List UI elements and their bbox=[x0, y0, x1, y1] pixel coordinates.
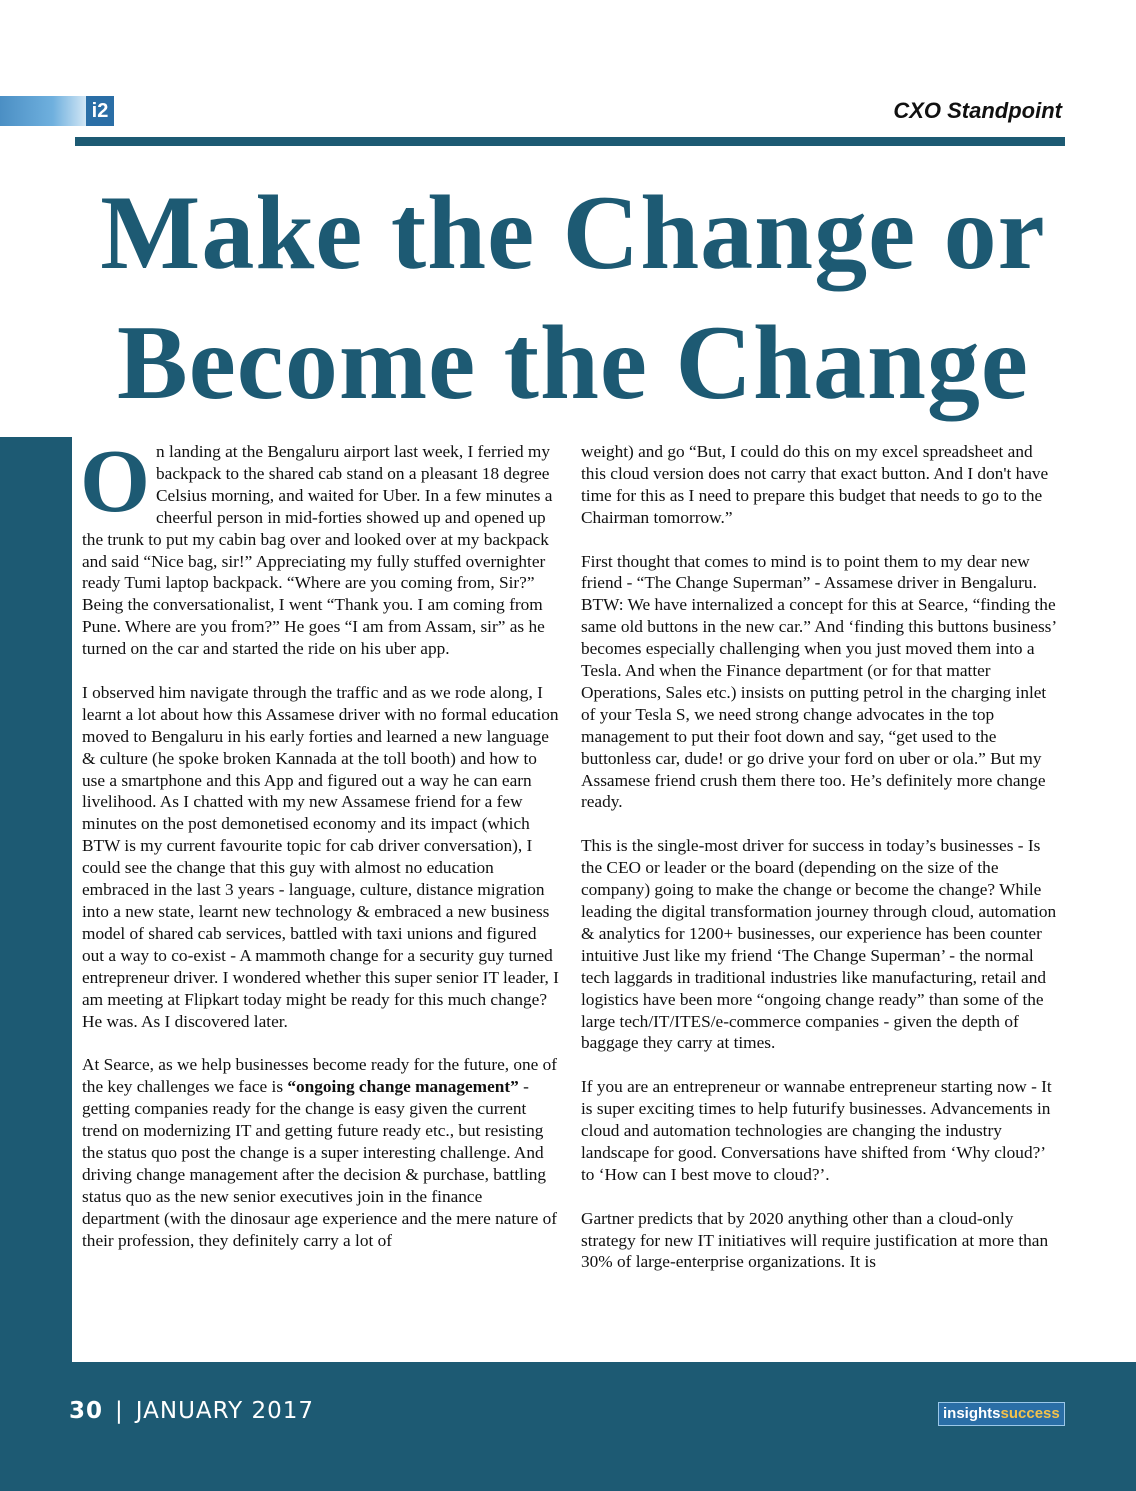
article-headline bbox=[40, 168, 1106, 428]
section-label: CXO Standpoint bbox=[893, 98, 1062, 123]
left-accent-band bbox=[0, 437, 72, 1367]
page-number: 30 bbox=[69, 1398, 104, 1424]
emphasis-text: “ongoing change management” bbox=[287, 1077, 519, 1097]
article-paragraph: weight) and go “But, I could do this on my excel spreadsheet and this cloud version does not carry that exact button. And I don't have time for this as I need to prepare this budget that needs to go to the Chairman tomorrow.” bbox=[581, 442, 1049, 527]
brand-logo: insightssuccess bbox=[938, 1402, 1065, 1426]
header-gradient-bar bbox=[0, 96, 88, 126]
header-rule bbox=[75, 137, 1065, 146]
drop-cap: O bbox=[80, 432, 151, 531]
article-paragraph: Gartner predicts that by 2020 anything other than a cloud-only strategy for new IT initiatives will require justification at more than 30% of large-enterprise organizations. It is bbox=[581, 1208, 1049, 1272]
article-paragraph: On landing at the Bengaluru airport last week, I ferried my backpack to the shared cab stand on a pleasant 18 degree Celsius morning, and waited for Uber. In a few minutes a cheerful person in mid-forties showed up and opened up the trunk to put my cabin bag over and looked over at my backpack and said “Nice bag, sir!” Appreciating my fully stuffed overnighter ready Tumi laptop backpack. “Where are you coming from, Sir?” Being the conversationalist, I went “Thank you. I am coming from Pune. Where are you from?” He goes “I am from Assam, sir” as he turned on the car and started the ride on his uber app. bbox=[80, 432, 553, 659]
footer-separator: | bbox=[115, 1398, 124, 1424]
issue-date: JANUARY 2017 bbox=[135, 1398, 315, 1424]
article-column-left bbox=[80, 432, 562, 1252]
article-paragraph: First thought that comes to mind is to point them to my dear new friend - “The Change Superman” - Assamese driver in Bengaluru. BTW: We have internalized a concept for this at Searce, “finding the same old buttons in the new car.” And ‘finding this buttons business’ becomes especially challenging when you just moved them into a Tesla. And when the Finance department (or for that matter Operations, Sales etc.) insists on putting petrol in the charging inlet of your Tesla S, we need strong change advocates in the top management to put their foot down and say, “get used to the buttonless car, dude! or go drive your ford on uber or ola.” But my Assamese friend crush them there too. He’s definitely more change ready. bbox=[581, 551, 1056, 812]
page-footer bbox=[69, 1398, 314, 1424]
article-column-right bbox=[581, 441, 1059, 1273]
article-paragraph: At Searce, as we help businesses become ready for the future, one of the key challenges we face is “ongoing change management” - getting companies ready for the change is easy given the current trend on modernizing IT and getting future ready etc., but resisting the status quo post the change is a super interesting challenge. And driving change management after the decision & purchase, battling status quo as the new senior executives join in the finance department (with the dinosaur age experience and the mere nature of their profession, they definitely carry a lot of bbox=[82, 1055, 558, 1250]
magazine-logo-icon: i2 bbox=[86, 96, 114, 126]
headline-line-1: Make the Change or bbox=[100, 174, 1046, 291]
article-paragraph: If you are an entrepreneur or wannabe entrepreneur starting now - It is super exciting times to help futurify businesses. Advancements in cloud and automation technologies are changing the industry landscape for good. Conversations have shifted from ‘Why cloud?’ to ‘How can I best move to cloud?’. bbox=[581, 1077, 1052, 1184]
article-paragraph: This is the single-most driver for success in today’s businesses - Is the CEO or leader or the board (depending on the size of the company) going to make the change or become the change? While leading the digital transformation journey through cloud, automation & analytics for 1200+ businesses, our experience has been counter intuitive Just like my friend ‘The Change Superman’ - the normal tech laggards in traditional industries like manufacturing, retail and logistics have been more “ongoing change ready” than some of the large tech/IT/ITES/e-commerce companies - given the depth of baggage they carry at times. bbox=[581, 836, 1057, 1053]
article-paragraph: I observed him navigate through the traffic and as we rode along, I learnt a lot about how this Assamese driver with no formal education moved to Bengaluru in his early forties and learned a new language & culture (he spoke broken Kannada at the toll booth) and how to use a smartphone and this App and figured out a way he can earn livelihood. As I chatted with my new Assamese friend for a few minutes on the post demonetised economy and its impact (which BTW is my current favourite topic for cab driver conversation), I could see the change that this guy with almost no education embraced in the last 3 years - language, culture, distance migration into a new state, learnt new technology & embraced a new business model of shared cab services, battled with taxi unions and figured out a way to co-exist - A mammoth change for a security guy turned entrepreneur driver. I wondered whether this super senior IT leader, I am meeting at Flipkart today might be ready for this much change? He was. As I discovered later. bbox=[82, 682, 559, 1031]
footer-band bbox=[0, 1362, 1136, 1491]
headline-line-2: Become the Change bbox=[117, 304, 1029, 421]
